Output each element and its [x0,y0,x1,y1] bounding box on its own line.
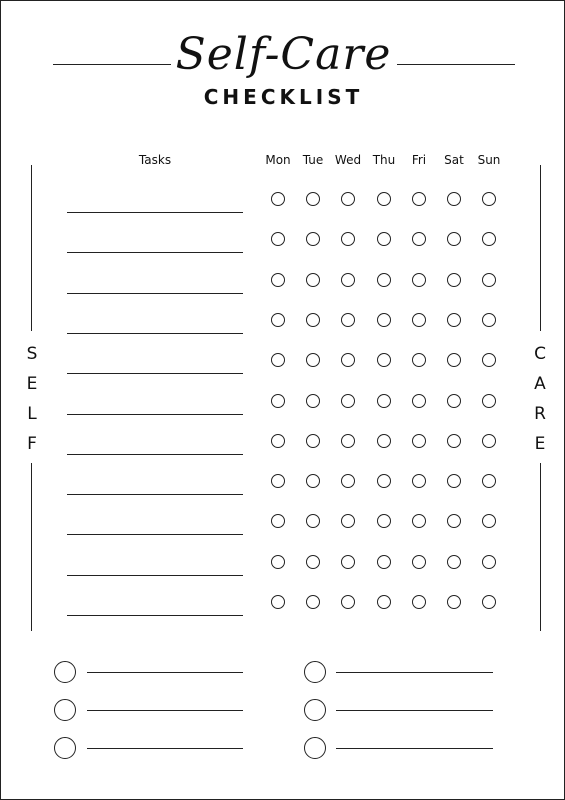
task-checkbox-fri[interactable] [412,353,426,367]
task-checkbox-sat[interactable] [447,555,461,569]
right-letter: A [534,374,546,394]
day-header-fri: Fri [411,153,427,167]
task-checkbox-fri[interactable] [412,394,426,408]
bottom-checkbox[interactable] [304,661,326,683]
task-checkbox-sun[interactable] [482,394,496,408]
task-checkbox-tue[interactable] [306,273,320,287]
task-line[interactable] [67,534,243,535]
day-header-mon: Mon [265,153,291,167]
task-checkbox-mon[interactable] [271,434,285,448]
task-line[interactable] [67,575,243,576]
task-checkbox-sat[interactable] [447,474,461,488]
page-title: Self-Care [175,29,392,80]
task-checkbox-fri[interactable] [412,595,426,609]
tasks-header: Tasks [138,153,172,167]
task-checkbox-tue[interactable] [306,192,320,206]
task-checkbox-mon[interactable] [271,273,285,287]
day-header-wed: Wed [334,153,362,167]
task-checkbox-mon[interactable] [271,232,285,246]
task-checkbox-sat[interactable] [447,394,461,408]
task-line[interactable] [67,252,243,253]
left-letter: E [26,374,38,394]
task-checkbox-sat[interactable] [447,514,461,528]
day-header-sat: Sat [444,153,464,167]
task-checkbox-sat[interactable] [447,595,461,609]
task-checkbox-sat[interactable] [447,192,461,206]
task-checkbox-mon[interactable] [271,394,285,408]
task-checkbox-wed[interactable] [341,353,355,367]
task-checkbox-mon[interactable] [271,353,285,367]
task-checkbox-thu[interactable] [377,192,391,206]
task-checkbox-sat[interactable] [447,232,461,246]
task-checkbox-tue[interactable] [306,474,320,488]
task-checkbox-wed[interactable] [341,273,355,287]
task-line[interactable] [67,494,243,495]
task-checkbox-fri[interactable] [412,555,426,569]
bottom-checkbox[interactable] [304,737,326,759]
left-letter: S [26,344,38,364]
left-letter: F [27,434,37,454]
left-rule-top [31,165,32,331]
task-line[interactable] [67,454,243,455]
bottom-checkbox[interactable] [54,661,76,683]
right-letter: E [534,434,546,454]
task-checkbox-sun[interactable] [482,192,496,206]
task-checkbox-wed[interactable] [341,595,355,609]
task-checkbox-thu[interactable] [377,434,391,448]
task-checkbox-tue[interactable] [306,394,320,408]
task-checkbox-fri[interactable] [412,273,426,287]
task-checkbox-sun[interactable] [482,555,496,569]
task-checkbox-thu[interactable] [377,474,391,488]
task-checkbox-sun[interactable] [482,514,496,528]
task-checkbox-wed[interactable] [341,313,355,327]
task-checkbox-thu[interactable] [377,555,391,569]
task-checkbox-mon[interactable] [271,192,285,206]
bottom-line[interactable] [336,748,493,749]
left-side-label [22,339,42,459]
right-rule-top [540,165,541,331]
right-letter: R [534,404,546,424]
task-checkbox-wed[interactable] [341,474,355,488]
task-checkbox-sun[interactable] [482,595,496,609]
bottom-checkbox[interactable] [54,737,76,759]
task-checkbox-thu[interactable] [377,313,391,327]
task-checkbox-sun[interactable] [482,434,496,448]
task-line[interactable] [67,293,243,294]
task-checkbox-mon[interactable] [271,474,285,488]
task-checkbox-sat[interactable] [447,313,461,327]
task-checkbox-wed[interactable] [341,555,355,569]
task-line[interactable] [67,615,243,616]
task-checkbox-sun[interactable] [482,474,496,488]
task-checkbox-mon[interactable] [271,595,285,609]
bottom-line[interactable] [336,710,493,711]
left-rule-bottom [31,463,32,631]
task-checkbox-thu[interactable] [377,232,391,246]
bottom-line[interactable] [87,672,243,673]
task-checkbox-thu[interactable] [377,595,391,609]
task-checkbox-thu[interactable] [377,273,391,287]
page-subtitle: CHECKLIST [203,85,364,109]
task-checkbox-fri[interactable] [412,313,426,327]
task-checkbox-tue[interactable] [306,232,320,246]
bottom-line[interactable] [87,710,243,711]
task-checkbox-mon[interactable] [271,514,285,528]
task-line[interactable] [67,414,243,415]
task-checkbox-sun[interactable] [482,353,496,367]
right-side-label [530,339,550,459]
task-checkbox-fri[interactable] [412,192,426,206]
left-letter: L [27,404,37,424]
task-checkbox-tue[interactable] [306,555,320,569]
task-checkbox-sun[interactable] [482,232,496,246]
day-header-sun: Sun [477,153,501,167]
task-checkbox-wed[interactable] [341,192,355,206]
task-checkbox-sat[interactable] [447,273,461,287]
task-checkbox-wed[interactable] [341,394,355,408]
task-checkbox-tue[interactable] [306,353,320,367]
task-checkbox-wed[interactable] [341,434,355,448]
task-checkbox-thu[interactable] [377,514,391,528]
right-rule-bottom [540,463,541,631]
task-line[interactable] [67,212,243,213]
task-checkbox-sat[interactable] [447,434,461,448]
task-checkbox-thu[interactable] [377,353,391,367]
bottom-checkbox[interactable] [54,699,76,721]
task-checkbox-mon[interactable] [271,313,285,327]
task-checkbox-tue[interactable] [306,595,320,609]
task-checkbox-fri[interactable] [412,474,426,488]
task-checkbox-thu[interactable] [377,394,391,408]
task-checkbox-sun[interactable] [482,313,496,327]
day-header-tue: Tue [302,153,324,167]
bottom-line[interactable] [87,748,243,749]
bottom-checkbox[interactable] [304,699,326,721]
task-checkbox-tue[interactable] [306,313,320,327]
task-checkbox-wed[interactable] [341,232,355,246]
task-checkbox-sat[interactable] [447,353,461,367]
task-checkbox-wed[interactable] [341,514,355,528]
task-checkbox-sun[interactable] [482,273,496,287]
task-checkbox-fri[interactable] [412,232,426,246]
task-checkbox-fri[interactable] [412,514,426,528]
task-line[interactable] [67,333,243,334]
task-checkbox-tue[interactable] [306,434,320,448]
bottom-line[interactable] [336,672,493,673]
task-line[interactable] [67,373,243,374]
day-header-thu: Thu [372,153,396,167]
task-checkbox-fri[interactable] [412,434,426,448]
right-letter: C [534,344,546,364]
task-checkbox-tue[interactable] [306,514,320,528]
task-checkbox-mon[interactable] [271,555,285,569]
